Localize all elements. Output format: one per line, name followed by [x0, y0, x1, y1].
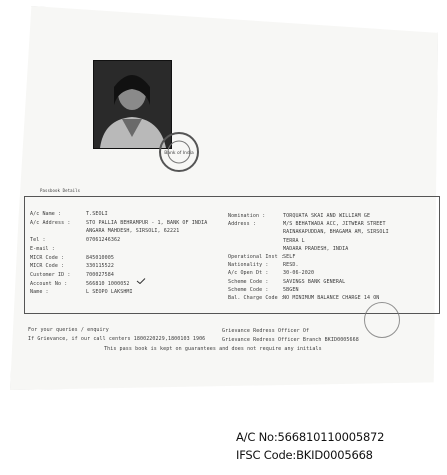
field-value: 845010005 — [86, 254, 114, 261]
seal-text: Bank of India — [164, 151, 194, 156]
field-value: NO MINIMUM BALANCE CHARGE 14 ON — [283, 295, 380, 301]
grievance-line-2: Grievance Redress Officer Branch BKID0005668 — [222, 337, 359, 343]
field-value: 330115522 — [86, 263, 114, 270]
round-office-stamp — [364, 302, 400, 338]
field-label: Bal. Charge Code : — [228, 295, 284, 301]
field-value: RAINAKAPUDDAN, BHAGAMA AM, SIRSOLI — [283, 229, 389, 236]
field-label: Account No : — [30, 280, 68, 287]
field-label: Nationality : — [228, 262, 269, 269]
header-text: Passbook Details — [40, 188, 81, 193]
field-label: Nomination : — [228, 213, 266, 219]
ifsc-code-text: IFSC Code:BKID0005668 — [236, 448, 373, 462]
field-value: 30-06-2020 — [283, 270, 315, 277]
footer-line-2: If Grievance, if our call centers 1800220229,1800103 1906 — [28, 336, 206, 342]
field-value: SELF — [283, 254, 296, 260]
field-label: A/c Name : — [30, 211, 62, 217]
field-label: Scheme Code : — [228, 286, 269, 293]
field-label: Tel : — [30, 237, 46, 244]
field-value: MADARA PRADESH, INDIA — [283, 245, 349, 252]
field-label: MICR Code : — [30, 263, 65, 270]
field-label: MICR Code : — [30, 254, 65, 261]
check-mark-icon — [136, 278, 146, 284]
footer-line-3: This pass book is kept on guarantees and does not require any initials — [104, 346, 322, 352]
field-value: T.SEOLI — [86, 211, 108, 217]
field-value: RESD. — [283, 262, 299, 269]
field-label: A/c Address : — [30, 219, 71, 226]
field-value: 700027584 — [86, 271, 114, 278]
field-value: TERRA L — [283, 237, 305, 244]
field-value: 07061246362 — [86, 237, 121, 244]
account-number-text: A/C No:566810110005872 — [236, 430, 385, 444]
field-value: STO PALLIA BEHRAMPUR - 1, BANK OF INDIA — [86, 219, 208, 226]
field-value: SAVINGS BANK GENERAL — [283, 278, 346, 285]
footer-line-1: For your queries / enquiry — [28, 327, 109, 333]
field-label: E-mail : — [30, 245, 55, 252]
field-value: M/S BEHATWADA ACC, JITWEAR STREET — [283, 221, 386, 228]
field-label: Name : — [30, 289, 49, 296]
field-label: Customer ID : — [30, 271, 71, 278]
field-value: TORQUATA SKAI AND WILLIAM GE — [283, 213, 371, 219]
field-label: Operational Inst : — [228, 254, 284, 260]
field-label: A/c Open Dt : — [228, 270, 269, 277]
bank-seal-stamp — [159, 132, 199, 172]
field-value: ANGARA MAHDESH, SIRSOLI, 62221 — [86, 228, 180, 235]
field-label: Address : — [228, 221, 256, 228]
grievance-line-1: Grievance Redress Officer Of — [222, 328, 310, 334]
field-value: 5BGEN — [283, 286, 299, 293]
field-value: L SEOPO LAKSHMI — [86, 289, 133, 296]
field-label: Scheme Code : — [228, 278, 269, 285]
field-value: 566810 1000052 — [86, 280, 130, 287]
